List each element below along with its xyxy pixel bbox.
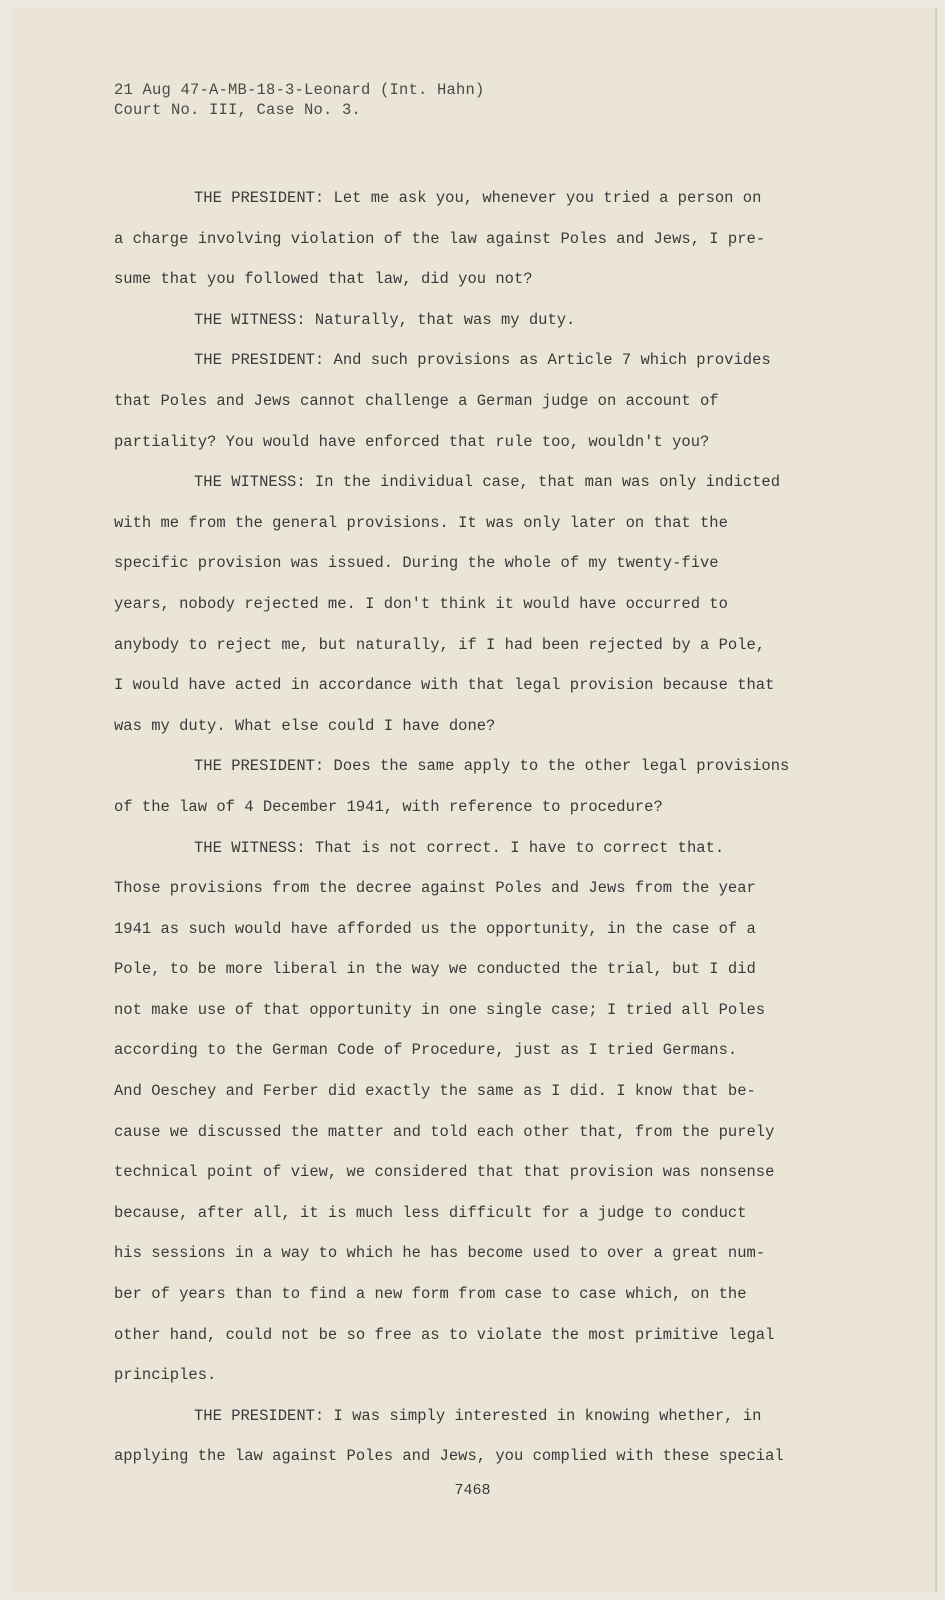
transcript-line: THE PRESIDENT: Does the same apply to the other legal provisions — [194, 757, 790, 776]
transcript-line: THE PRESIDENT: I was simply interested in knowing whether, in — [194, 1406, 762, 1425]
transcript-line: technical point of view, we considered that that provision was nonsense — [114, 1163, 775, 1182]
transcript-line: THE PRESIDENT: Let me ask you, whenever you tried a person on — [194, 189, 762, 207]
transcript-line: THE WITNESS: Naturally, that was my duty. — [194, 310, 576, 329]
transcript-body — [114, 178, 874, 1477]
transcript-line: sume that you followed that law, did you not? — [114, 270, 533, 289]
transcript-line: his sessions in a way to which he has become used to over a great num- — [114, 1244, 766, 1263]
transcript-line: not make use of that opportunity in one single case; I tried all Poles — [114, 1000, 766, 1019]
page-number: 7468 — [454, 1482, 491, 1499]
transcript-line: ber of years than to find a new form from case to case which, on the — [114, 1285, 747, 1304]
transcript-line: years, nobody rejected me. I don't think it would have occurred to — [114, 594, 728, 613]
header-line-2: Court No. III, Case No. 3. — [114, 101, 362, 119]
transcript-line: cause we discussed the matter and told each other that, from the purely — [114, 1122, 775, 1141]
transcript-line: according to the German Code of Procedure, just as I tried Germans. — [114, 1041, 738, 1060]
header-line-1: 21 Aug 47-A-MB-18-3-Leonard (Int. Hahn) — [114, 81, 485, 99]
transcript-line: specific provision was issued. During the whole of my twenty-five — [114, 554, 719, 573]
transcript-line: anybody to reject me, but naturally, if I had been rejected by a Pole, — [114, 635, 766, 654]
transcript-line: principles. — [114, 1366, 217, 1385]
document-header — [114, 80, 485, 120]
transcript-line: THE PRESIDENT: And such provisions as Article 7 which provides — [194, 351, 771, 370]
transcript-line: 1941 as such would have afforded us the opportunity, in the case of a — [114, 919, 756, 938]
transcript-line: because, after all, it is much less difficult for a judge to conduct — [114, 1203, 747, 1222]
transcript-line: was my duty. What else could I have done? — [114, 716, 496, 735]
transcript-line: partiality? You would have enforced that rule too, wouldn't you? — [114, 432, 710, 451]
document-page — [10, 8, 937, 1592]
transcript-line: THE WITNESS: That is not correct. I have to correct that. — [194, 838, 725, 857]
transcript-line: a charge involving violation of the law against Poles and Jews, I pre- — [114, 229, 766, 248]
transcript-line: Those provisions from the decree against Poles and Jews from the year — [114, 879, 756, 898]
transcript-line: applying the law against Poles and Jews, you complied with these special — [114, 1447, 784, 1466]
transcript-line: Pole, to be more liberal in the way we conducted the trial, but I did — [114, 960, 756, 979]
transcript-line: I would have acted in accordance with that legal provision because that — [114, 676, 775, 695]
transcript-line: THE WITNESS: In the individual case, that man was only indicted — [194, 473, 780, 492]
transcript-line: And Oeschey and Ferber did exactly the same as I did. I know that be- — [114, 1082, 756, 1101]
transcript-line: other hand, could not be so free as to violate the most primitive legal — [114, 1325, 775, 1344]
transcript-line: of the law of 4 December 1941, with reference to procedure? — [114, 797, 663, 816]
transcript-line: that Poles and Jews cannot challenge a German judge on account of — [114, 391, 719, 410]
transcript-line: with me from the general provisions. It was only later on that the — [114, 513, 728, 532]
